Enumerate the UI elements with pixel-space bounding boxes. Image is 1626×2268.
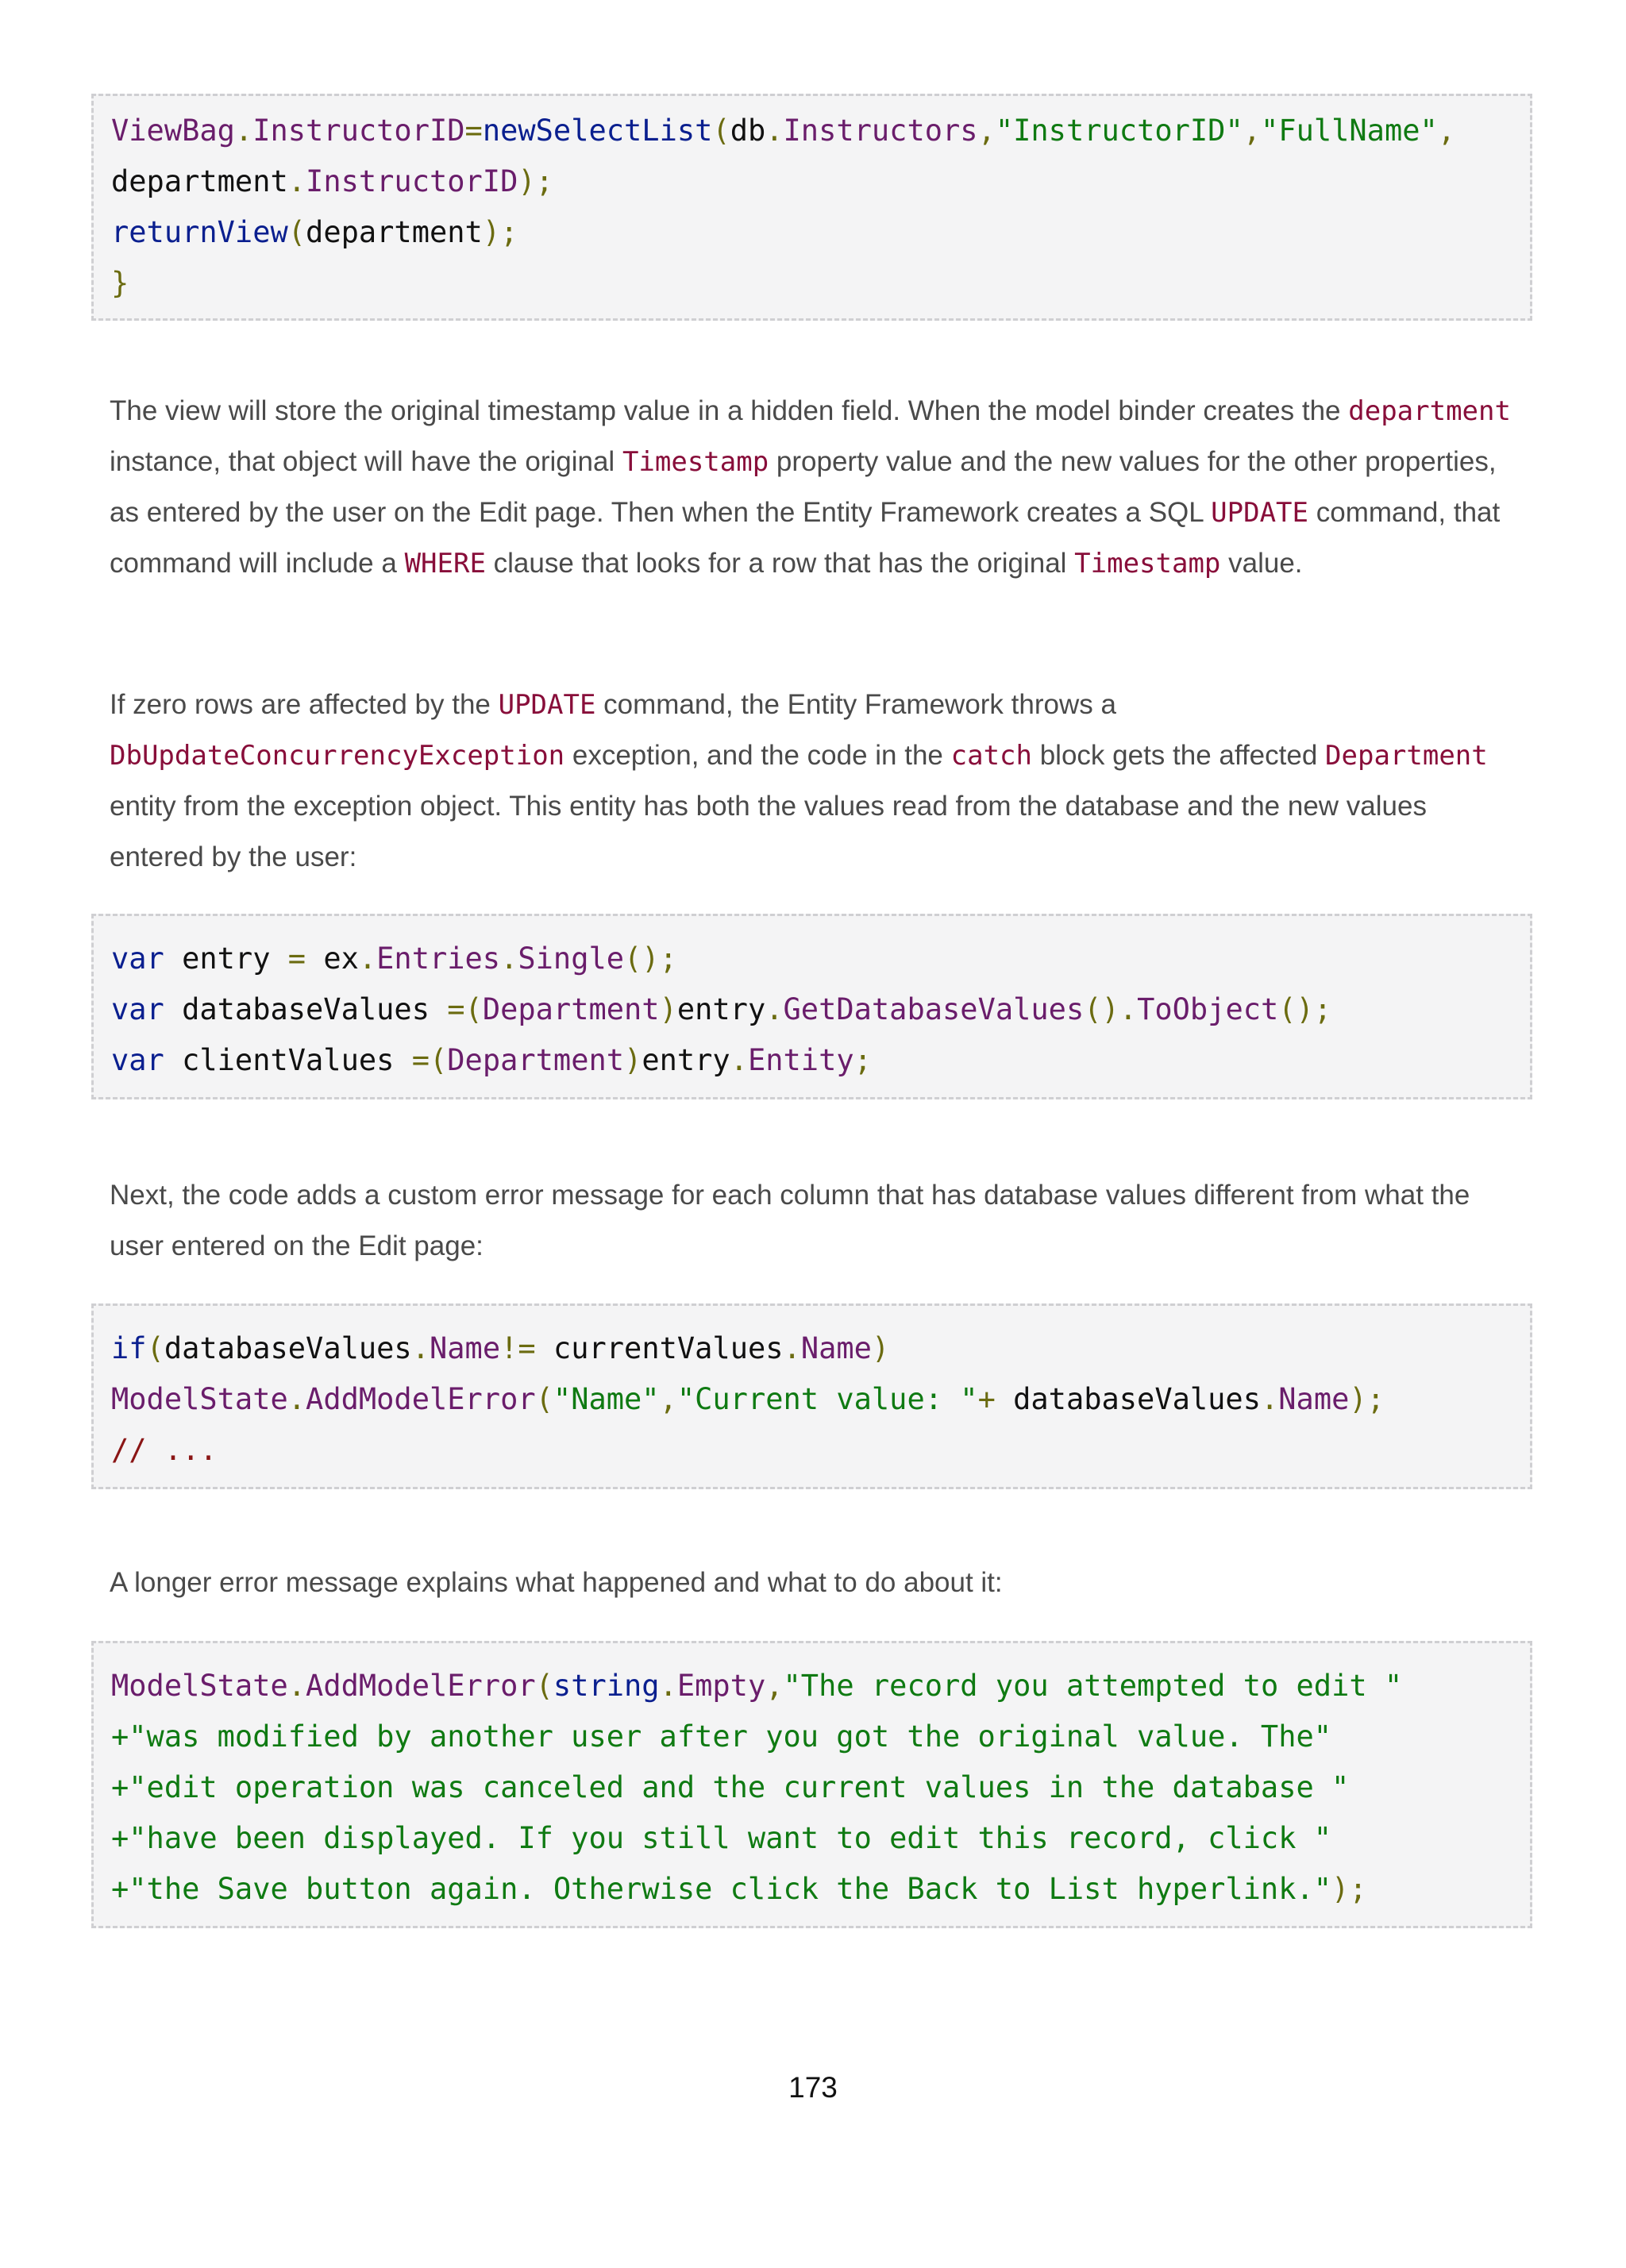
inline-code: Department <box>1325 740 1488 772</box>
code-token: ex <box>306 941 359 976</box>
code-token: currentValues <box>535 1331 784 1365</box>
code-token: department <box>306 215 483 249</box>
code-token: InstructorID <box>252 114 465 148</box>
code-token: databaseValues <box>995 1382 1261 1416</box>
text-run: clause that looks for a row that has the original <box>485 548 1075 579</box>
code-token: = <box>287 941 306 976</box>
code-line <box>111 1661 1512 1712</box>
code-token: (); <box>624 941 677 976</box>
code-token: InstructorID <box>306 164 518 198</box>
code-token: entry <box>642 1043 730 1077</box>
code-block-viewbag <box>91 94 1532 321</box>
code-token: . <box>730 1043 748 1077</box>
code-token: . <box>358 941 377 976</box>
code-token: ( <box>535 1382 553 1416</box>
text-run: command, that command will include a <box>110 497 1501 579</box>
code-token: = <box>464 114 483 148</box>
code-token: ( <box>712 114 730 148</box>
code-token: returnView <box>111 215 288 249</box>
text-run: instance, that object will have the original <box>110 446 622 477</box>
code-token: if <box>111 1331 147 1365</box>
code-token: clientValues <box>164 1043 412 1077</box>
code-token: // ... <box>111 1433 218 1467</box>
code-token: +"have been displayed. If you still want to edit this record, click " <box>111 1821 1332 1855</box>
code-token: =( <box>411 1043 448 1077</box>
paragraph-custom-error <box>110 1170 1523 1272</box>
code-token: entry <box>164 941 288 976</box>
code-line <box>111 984 1512 1035</box>
text-run: property value and the new values for the other properties, as entered by the user on the Edit page. Then when the Entity Framework creates a SQL <box>110 446 1497 528</box>
code-token: != <box>500 1331 536 1365</box>
code-token: . <box>659 1669 677 1703</box>
paragraph-longer-error <box>110 1558 1523 1608</box>
code-token: var <box>111 992 164 1026</box>
code-token: var <box>111 941 164 976</box>
code-token: Name <box>430 1331 501 1365</box>
code-token: ( <box>287 215 306 249</box>
inline-code: UPDATE <box>498 689 596 721</box>
text-run: If zero rows are affected by the <box>110 689 499 720</box>
code-token: ); <box>1331 1872 1367 1906</box>
code-token: +"edit operation was canceled and the current values in the database " <box>111 1770 1350 1804</box>
code-token: Department <box>447 1043 625 1077</box>
inline-code: WHERE <box>404 548 486 580</box>
code-token: . <box>287 164 306 198</box>
code-token: newSelectList <box>482 114 713 148</box>
code-line <box>111 1035 1512 1086</box>
code-token: "InstructorID" <box>995 114 1243 148</box>
page-number: 173 <box>788 2071 838 2104</box>
code-token: Name <box>1278 1382 1350 1416</box>
code-line <box>111 106 1512 156</box>
code-token: . <box>765 992 784 1026</box>
code-block-long-message <box>91 1641 1532 1928</box>
code-token: , <box>765 1669 784 1703</box>
code-token: "Current value: " <box>676 1382 978 1416</box>
code-line <box>111 258 1512 309</box>
code-token: AddModelError <box>306 1382 536 1416</box>
inline-code: DbUpdateConcurrencyException <box>110 740 565 772</box>
text-run: Next, the code adds a custom error message for each column that has database values different from what the user entered on the Edit page: <box>110 1180 1470 1261</box>
code-token: var <box>111 1043 164 1077</box>
code-line <box>111 1762 1512 1813</box>
code-token: . <box>1260 1382 1279 1416</box>
code-line <box>111 934 1512 984</box>
code-token: department <box>111 164 288 198</box>
code-line <box>111 207 1512 258</box>
code-token: =( <box>447 992 483 1026</box>
inline-code: catch <box>950 740 1032 772</box>
code-block-model-error <box>91 1303 1532 1489</box>
text-run: command, the Entity Framework throws a <box>595 689 1116 720</box>
code-token: Empty <box>676 1669 766 1703</box>
code-token: , <box>977 114 996 148</box>
code-token: entry <box>676 992 766 1026</box>
text-run: A longer error message explains what happened and what to do about it: <box>110 1567 1003 1598</box>
code-token: , <box>1437 114 1456 148</box>
code-token: (); <box>1278 992 1332 1026</box>
inline-code: department <box>1348 395 1511 427</box>
code-token: +"was modified by another user after you got the original value. The" <box>111 1719 1332 1754</box>
code-token: Instructors <box>783 114 978 148</box>
code-line <box>111 1323 1512 1374</box>
code-token: } <box>111 266 129 300</box>
code-token: "FullName" <box>1261 114 1438 148</box>
code-token: ) <box>871 1331 890 1365</box>
text-run: value. <box>1220 548 1303 579</box>
code-token: ) <box>624 1043 642 1077</box>
code-line <box>111 1864 1512 1915</box>
code-token: . <box>287 1669 306 1703</box>
code-token: . <box>411 1331 430 1365</box>
code-token: AddModelError <box>306 1669 536 1703</box>
code-token: ); <box>1349 1382 1385 1416</box>
code-token: Name <box>800 1331 872 1365</box>
text-run: exception, and the code in the <box>564 740 951 771</box>
code-token: , <box>1243 114 1262 148</box>
code-line <box>111 1374 1512 1425</box>
code-token: ViewBag <box>111 114 235 148</box>
paragraph-timestamp-explanation <box>110 386 1523 589</box>
code-token: (). <box>1084 992 1138 1026</box>
code-token: string <box>553 1669 660 1703</box>
code-token: . <box>765 114 784 148</box>
code-token: ); <box>482 215 518 249</box>
code-token: ); <box>518 164 553 198</box>
code-token: Entity <box>747 1043 854 1077</box>
code-token: "The record you attempted to edit " <box>783 1669 1403 1703</box>
code-token: Entries <box>376 941 501 976</box>
code-token: . <box>783 1331 801 1365</box>
code-token: ( <box>146 1331 164 1365</box>
code-line <box>111 1425 1512 1476</box>
code-token: db <box>730 114 766 148</box>
code-token: . <box>287 1382 306 1416</box>
inline-code: Timestamp <box>1074 548 1221 580</box>
code-token: +"the Save button again. Otherwise click the Back to List hyperlink." <box>111 1872 1332 1906</box>
code-token: , <box>659 1382 677 1416</box>
code-token: GetDatabaseValues <box>783 992 1085 1026</box>
code-token: Department <box>482 992 660 1026</box>
text-run: block gets the affected <box>1031 740 1326 771</box>
code-token: ModelState <box>111 1669 288 1703</box>
code-token: ModelState <box>111 1382 288 1416</box>
code-token: "Name" <box>553 1382 660 1416</box>
text-run: entity from the exception object. This entity has both the values read from the database and the new values entered by the user: <box>110 791 1427 872</box>
code-token: ( <box>535 1669 553 1703</box>
code-token: . <box>234 114 253 148</box>
code-token: ; <box>853 1043 872 1077</box>
code-token: databaseValues <box>164 1331 412 1365</box>
code-token: Single <box>518 941 625 976</box>
code-token: ) <box>659 992 677 1026</box>
code-line <box>111 156 1512 207</box>
code-line <box>111 1712 1512 1762</box>
text-run: The view will store the original timestamp value in a hidden field. When the model binder creates the <box>110 395 1349 426</box>
code-token: ToObject <box>1137 992 1279 1026</box>
code-token: + <box>977 1382 996 1416</box>
code-block-entry-values <box>91 914 1532 1099</box>
code-token: . <box>500 941 518 976</box>
inline-code: Timestamp <box>622 446 769 478</box>
inline-code: UPDATE <box>1211 497 1308 529</box>
code-line <box>111 1813 1512 1864</box>
code-token: databaseValues <box>164 992 448 1026</box>
paragraph-concurrency-exception <box>110 680 1523 883</box>
